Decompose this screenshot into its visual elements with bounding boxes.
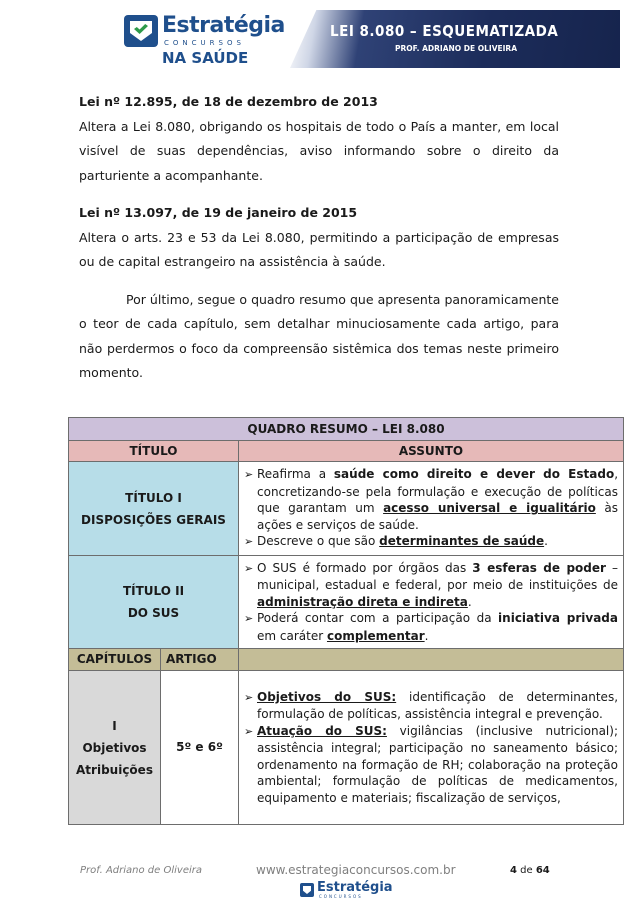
- arrow-bullet-icon: ➢: [244, 468, 254, 482]
- table-row: [69, 462, 624, 556]
- page-number: [510, 865, 550, 876]
- titulo-cell: [69, 556, 239, 649]
- list-item: ➢ Reafirma a saúde como direito e dever do Estado, concretizando-se pela formulação e execução de políticas que garantam um acesso universal e igualitário às ações e serviços de saúde.: [244, 467, 619, 532]
- estrategia-logo: [124, 11, 304, 71]
- page-content: [79, 90, 559, 386]
- arrow-bullet-icon: ➢: [244, 724, 254, 738]
- arrow-bullet-icon: ➢: [244, 612, 254, 626]
- capitulos-header-row: [69, 649, 624, 671]
- capitulo-line: Atribuições: [76, 762, 153, 777]
- table-title-row: [69, 418, 624, 441]
- logo-saude-text: NA SAÚDE: [162, 49, 249, 67]
- capitulo-cell: [69, 671, 161, 825]
- arrow-bullet-icon: ➢: [244, 535, 254, 549]
- page-footer: [0, 858, 638, 903]
- law-title: Lei nº 12.895, de 18 de dezembro de 2013: [79, 94, 378, 109]
- list-item: ➢ Poderá contar com a participação da iniciativa privada em caráter complementar.: [244, 611, 618, 643]
- capitulo-number: I: [112, 718, 117, 733]
- titulo-number: TÍTULO II: [122, 584, 185, 598]
- page-of: de: [520, 865, 533, 876]
- page-current: 4: [510, 865, 517, 876]
- col-header-titulo: TÍTULO: [69, 441, 239, 462]
- titulo-name: DO SUS: [127, 606, 180, 620]
- intro-paragraph: Por último, segue o quadro resumo que apresenta panoramicamente o teor de cada capítulo, sem detalhar minuciosamente cada artigo, para não perdermos o foco da compreensão sistêmica dos temas neste primeiro momento.: [79, 291, 559, 380]
- table-row: [69, 671, 624, 825]
- arrow-bullet-icon: ➢: [244, 561, 254, 575]
- footer-logo-text: Estratégia: [317, 880, 393, 895]
- table-header-row: [69, 441, 624, 462]
- shield-icon: [300, 883, 314, 897]
- table-title: QUADRO RESUMO – LEI 8.080: [69, 418, 624, 441]
- col-header-artigo: ARTIGO: [161, 649, 239, 671]
- table-row: [69, 556, 624, 649]
- list-item: ➢ Objetivos do SUS: identificação de determinantes, formulação de políticas, assistência integral e prevenção.: [244, 689, 619, 722]
- titulo-cell: [69, 462, 239, 556]
- footer-logo-sub: CONCURSOS: [319, 894, 363, 899]
- assunto-cell: [239, 556, 624, 649]
- list-item: ➢ O SUS é formado por órgãos das 3 esferas de poder – municipal, estadual e federal, por meio de instituições de administração direta e indireta.: [244, 560, 618, 609]
- arrow-bullet-icon: ➢: [244, 690, 254, 704]
- capitulo-line: Objetivos: [82, 740, 147, 755]
- law-description: Altera o arts. 23 e 53 da Lei 8.080, permitindo a participação de empresas ou de capital estrangeiro na assistência à saúde.: [79, 229, 559, 269]
- assunto-cell: [239, 671, 624, 825]
- artigo-cell: 5º e 6º: [161, 671, 239, 825]
- col-header-capitulos: CAPÍTULOS: [69, 649, 161, 671]
- logo-sub-text: CONCURSOS: [164, 39, 245, 47]
- page-total: 64: [535, 865, 550, 876]
- list-item: ➢ Atuação do SUS: vigilâncias (inclusive nutricional); assistência integral; participação no saneamento básico; ordenamento na formação de RH; colaboração na proteção ambiental; formulação de políticas de medicamentos, equipamento e materiais; fiscalização de serviços,: [244, 723, 618, 805]
- list-item: ➢ Descreve o que são determinantes de saúde.: [244, 533, 618, 551]
- summary-table: [68, 417, 624, 825]
- page-header: [0, 0, 638, 80]
- footer-url-link[interactable]: www.estrategiaconcursos.com.br: [256, 863, 456, 877]
- footer-author: Prof. Adriano de Oliveira: [80, 865, 202, 876]
- logo-brand-text: Estratégia: [162, 13, 285, 38]
- banner-author: PROF. ADRIANO DE OLIVEIRA: [395, 44, 517, 53]
- col-header-assunto: ASSUNTO: [239, 441, 624, 462]
- banner-title: LEI 8.080 – ESQUEMATIZADA: [330, 22, 559, 40]
- capitulos-header-blank: [239, 649, 624, 671]
- law-title: Lei nº 13.097, de 19 de janeiro de 2015: [79, 205, 358, 220]
- shield-check-icon: [124, 15, 158, 47]
- titulo-number: TÍTULO I: [125, 490, 182, 505]
- law-description: Altera a Lei 8.080, obrigando os hospitais de todo o País a manter, em local visível de suas dependências, aviso informando sobre o direito da parturiente a acompanhante.: [79, 118, 559, 183]
- titulo-name: DISPOSIÇÕES GERAIS: [81, 512, 226, 527]
- footer-logo: [300, 880, 393, 901]
- assunto-cell: [239, 462, 624, 556]
